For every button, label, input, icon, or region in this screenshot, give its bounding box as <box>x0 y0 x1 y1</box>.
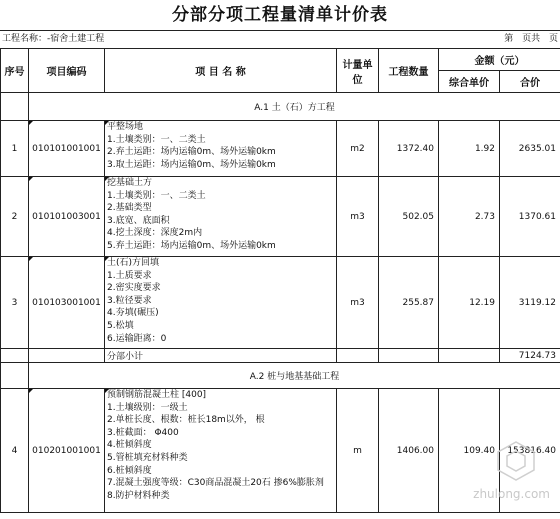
table-row <box>1 121 560 177</box>
header-unit-price: 综合单价 <box>439 71 500 93</box>
row-total: 2635.01 <box>500 121 560 177</box>
row-seq: 4 <box>1 389 29 513</box>
row-qty: 1406.00 <box>379 389 439 513</box>
watermark-text: zhulong.com <box>473 487 550 501</box>
row-unit-price: 12.19 <box>439 257 500 349</box>
watermark-logo-icon <box>494 439 538 483</box>
row-total: 153816.40 <box>500 389 560 513</box>
header-qty: 工程数量 <box>379 49 439 93</box>
subtotal-row <box>1 349 560 363</box>
row-code: 010101003001 <box>29 177 105 257</box>
row-description: 预制钢筋混凝土柱 [400] 1.土壤级别：一级土 2.单桩长度、根数：桩长18m以外， 根 3.桩截面： Φ400 4.桩倾斜度 5.管桩填充材料种类 6.桩倾斜度 7.混凝土强度等级：C30商品混凝土20石 掺6%膨胀剂 8.防护材料种类 <box>105 389 337 513</box>
row-seq: 2 <box>1 177 29 257</box>
subtotal-label: 分部小计 <box>105 349 337 363</box>
page-title: 分部分项工程量清单计价表 <box>172 5 388 25</box>
row-code: 010201001001 <box>29 389 105 513</box>
row-qty: 502.05 <box>379 177 439 257</box>
section-title: A.2 桩与地基基础工程 <box>29 363 560 389</box>
row-description: 挖基础土方 1.土壤类别：一、二类土 2.基础类型 3.底宽、底面积 4.挖土深度：深度2m内 5.弃土运距：场内运输0m、场外运输0km <box>105 177 337 257</box>
row-unit: m <box>337 389 379 513</box>
header-seq: 序号 <box>1 49 29 93</box>
row-unit: m2 <box>337 121 379 177</box>
table-row <box>1 257 560 349</box>
project-name: 工程名称：-宿舍土建工程 <box>2 34 105 44</box>
row-qty: 255.87 <box>379 257 439 349</box>
header-name: 项 目 名 称 <box>105 49 337 93</box>
project-header <box>0 30 560 48</box>
subtotal-total: 7124.73 <box>500 349 560 363</box>
row-description: 土(石)方回填 1.土质要求 2.密实度要求 3.粒径要求 4.夯填(碾压) 5.松填 6.运输距离：0 <box>105 257 337 349</box>
row-unit-price: 109.40 <box>439 389 500 513</box>
row-unit: m3 <box>337 177 379 257</box>
row-total: 1370.61 <box>500 177 560 257</box>
row-seq: 1 <box>1 121 29 177</box>
header-total: 合价 <box>500 71 560 93</box>
row-code: 010103001001 <box>29 257 105 349</box>
header-amount: 金额（元） <box>439 49 560 71</box>
section-title: A.1 土（石）方工程 <box>29 93 560 121</box>
row-description: 平整场地 1.土壤类别：一、二类土 2.弃土运距：场内运输0m、场外运输0km 3.取土运距：场内运输0m、场外运输0km <box>105 121 337 177</box>
row-code: 010101001001 <box>29 121 105 177</box>
row-unit-price: 1.92 <box>439 121 500 177</box>
row-unit: m3 <box>337 257 379 349</box>
header-unit: 计量单位 <box>337 49 379 93</box>
row-qty: 1372.40 <box>379 121 439 177</box>
header-code: 项目编码 <box>29 49 105 93</box>
bill-of-quantities-table <box>0 48 560 513</box>
page-info: 第 页共 页 <box>504 34 558 44</box>
row-seq: 3 <box>1 257 29 349</box>
table-row <box>1 177 560 257</box>
row-total: 3119.12 <box>500 257 560 349</box>
row-unit-price: 2.73 <box>439 177 500 257</box>
